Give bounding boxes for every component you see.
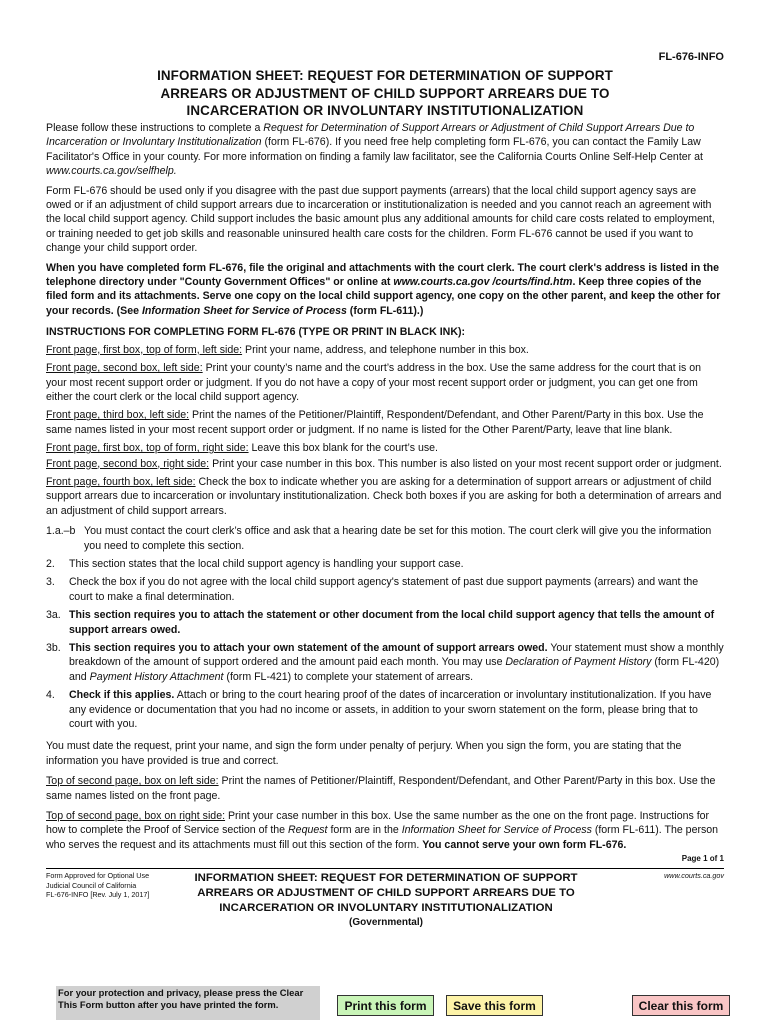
text: This section requires you to attach your own statement of the amount of support arrears owed. xyxy=(69,642,548,655)
section-label: Front page, first box, top of form, right side: xyxy=(46,442,249,455)
text: (form FL-611). The person who serves the request and its attachments must fill out this section of the form. xyxy=(46,824,719,851)
section-item xyxy=(46,343,724,357)
section-label: Front page, third box, left side: xyxy=(46,409,190,422)
page-title xyxy=(46,67,724,120)
text: Print your case number in this box. Use the same number as the one on the front page. Instructions for how to complete the Proof of Service section of the xyxy=(46,810,710,837)
closing-paragraph-1: You must date the request, print your name, and sign the form under penalty of perjury. When you sign the form, you are stating that the information you have provided is true and correct. xyxy=(46,740,682,767)
service-info-ref: Information Sheet for Service of Process xyxy=(141,304,347,317)
intro-paragraph-2: Form FL-676 should be used only if you disagree with the past due support payments (arrears) that the local child support agency says are owed or if an adjustment of child support arrears due to incarceration or institutionalization is needed and you cannot reach an agreement with the local child support agency. Child support includes the basic amount plus any additional amounts for child care costs related to employment, or training needed to get job skills and reasonable uninsured health care costs for the children. Form FL-676 cannot be used if you want to change your child support order. xyxy=(46,184,715,255)
section-text: Print your name, address, and telephone number in this box. xyxy=(242,343,529,356)
item-number: 4. xyxy=(46,689,55,702)
section-label: Front page, second box, right side: xyxy=(46,457,210,470)
closing-paragraph-3 xyxy=(46,809,724,852)
section-text: Check the box to indicate whether you are asking for a determination of support arrears or adjustment of child support arrears due to incarceration or involuntary institutionalization. Check both boxes if you are asking for both a determination of arrears and an adjustment of child support arrears. xyxy=(46,475,722,517)
item-text xyxy=(69,641,724,684)
intro-paragraph-1 xyxy=(46,121,724,179)
item-text: Check the box if you do not agree with the local child support agency's statement of past due support payments (arrears) and want the court to make a final determination. xyxy=(69,576,699,603)
form-title-ref: Request for Determination of Support Arrears or Adjustment of Child Support Arrears Due to Incarceration or Involuntary Institutionalization xyxy=(46,122,695,149)
clear-form-button[interactable]: Clear this form xyxy=(632,995,730,1016)
footer-subtitle: (Governmental) xyxy=(349,916,423,928)
page-footer xyxy=(46,869,724,933)
text: (form FL-611).) xyxy=(346,304,424,317)
text: Print the names of Petitioner/Plaintiff, Respondent/Defendant, and Other Parent/Party in this box. Use the same names listed on the front page. xyxy=(46,775,716,802)
section-text: Print your county’s name and the court’s address in the box. Use the same address for the court that is on your most recent support order or judgment. If you do not have a copy of your most recent support order or judgment, you can get one from either the court clerk or the local child support agency. xyxy=(46,362,702,403)
section-label: Top of second page, box on left side: xyxy=(46,775,219,788)
instructions-heading: INSTRUCTIONS FOR COMPLETING FORM FL-676 (TYPE OR PRINT IN BLACK INK): xyxy=(46,326,466,339)
text: Check if this applies. xyxy=(69,689,175,702)
item-text: This section states that the local child support agency is handling your support case. xyxy=(69,557,464,570)
text: . Keep three copies of the filed form and its attachments. Serve one copy on the local child support agency, one copy on the other parent, and keep the other for your records. (See xyxy=(46,276,721,317)
title-line: ARREARS OR ADJUSTMENT OF CHILD SUPPORT ARREARS DUE TO xyxy=(160,85,610,101)
privacy-note: For your protection and privacy, please press the Clear This Form button after you have printed the form. xyxy=(58,987,304,1011)
item-2 xyxy=(46,557,724,571)
item-1ab xyxy=(46,524,724,553)
footer-title-line: INCARCERATION OR INVOLUNTARY INSTITUTIONALIZATION xyxy=(219,901,553,914)
form-page xyxy=(46,46,724,933)
form-ref: Request xyxy=(288,824,328,837)
section-item xyxy=(46,361,724,404)
text: (form FL-420) and xyxy=(69,656,720,683)
section-label: Top of second page, box on right side: xyxy=(46,810,226,823)
footer-title xyxy=(166,871,606,928)
item-text xyxy=(69,688,724,731)
text: (form FL-676). If you need free help completing form FL-676, you can contact the Family Law Facilitator's Office in your county. For more information on finding a family law facilitator, see the California Courts Online Self-Help Center at xyxy=(46,136,703,163)
footer-line: FL-676-INFO [Rev. July 1, 2017] xyxy=(46,890,150,900)
item-4 xyxy=(46,688,724,731)
item-number: 3. xyxy=(46,576,55,589)
save-form-button[interactable]: Save this form xyxy=(446,995,543,1016)
text: (form FL-421) to complete your statement of arrears. xyxy=(223,670,474,683)
section-label: Front page, first box, top of form, left side: xyxy=(46,343,243,356)
footer-line: Form Approved for Optional Use xyxy=(46,871,150,881)
title-line: INCARCERATION OR INVOLUNTARY INSTITUTIONALIZATION xyxy=(186,103,584,119)
section-text: Leave this box blank for the court’s use. xyxy=(248,442,438,455)
section-item xyxy=(46,408,724,437)
closing-paragraph-2 xyxy=(46,774,724,803)
section-text: Print the names of the Petitioner/Plaintiff, Respondent/Defendant, and Other Parent/Party in this box. Use the same names listed in your most recent support order or judgment. If no name is listed for the Other Parent/Party, leave that line blank. xyxy=(46,409,704,436)
form-ref: Declaration of Payment History xyxy=(505,656,652,669)
item-text: This section requires you to attach the statement or other document from the local child support agency that tells the amount of support arrears owed. xyxy=(69,609,715,636)
text: You cannot serve your own form FL-676. xyxy=(422,838,627,851)
item-text: You must contact the court clerk’s office and ask that a hearing date be set for this motion. The court clerk will give you the information you need to complete this section. xyxy=(84,525,712,552)
section-item xyxy=(46,441,724,455)
section-item xyxy=(46,457,724,471)
form-number: FL-676-INFO xyxy=(658,51,724,63)
item-number: 3b. xyxy=(46,642,61,655)
item-3b xyxy=(46,641,724,684)
intro-paragraph-3 xyxy=(46,261,724,319)
footer-line: Judicial Council of California xyxy=(46,880,137,890)
item-number: 1.a.–b xyxy=(46,525,76,538)
text: Please follow these instructions to complete a xyxy=(46,122,264,135)
selfhelp-link: www.courts.ca.gov/selfhelp. xyxy=(46,165,177,178)
print-form-button[interactable]: Print this form xyxy=(337,995,434,1016)
item-3a xyxy=(46,608,724,637)
text: Attach or bring to the court hearing proof of the dates of incarceration or involuntary institutionalization. If you have any evidence or documentation that you had no income or assets, in addition to your sworn statement on the form, please bring that to court with you. xyxy=(69,689,712,731)
page-number: Page 1 of 1 xyxy=(681,854,724,864)
item-3 xyxy=(46,575,724,604)
court-find-link: www.courts.ca.gov /courts/find.htm xyxy=(393,276,573,289)
footer-title-line: ARREARS OR ADJUSTMENT OF CHILD SUPPORT ARREARS DUE TO xyxy=(197,887,575,899)
footer-website: www.courts.ca.gov xyxy=(664,871,724,881)
section-label: Front page, second box, left side: xyxy=(46,362,203,375)
section-item xyxy=(46,475,724,518)
form-ref: Information Sheet for Service of Process xyxy=(401,824,592,837)
text: form are in the xyxy=(327,824,402,837)
text: Your statement must show a monthly breakdown of the amount of support ordered and the amount paid each month. You may use xyxy=(69,642,724,669)
item-number: 3a. xyxy=(46,609,61,622)
footer-approval xyxy=(46,871,171,900)
form-ref: Payment History Attachment xyxy=(89,670,224,683)
item-number: 2. xyxy=(46,557,55,570)
section-text: Print your case number in this box. This number is also listed on your most recent support order or judgment. xyxy=(209,457,722,470)
text: When you have completed form FL-676, file the original and attachments with the court clerk. The court clerk's address is listed in the telephone directory under "County Government Offices" or online at xyxy=(46,261,720,289)
title-line: INFORMATION SHEET: REQUEST FOR DETERMINATION OF SUPPORT xyxy=(157,67,613,83)
section-label: Front page, fourth box, left side: xyxy=(46,475,196,488)
footer-title-line: INFORMATION SHEET: REQUEST FOR DETERMINATION OF SUPPORT xyxy=(194,872,578,885)
